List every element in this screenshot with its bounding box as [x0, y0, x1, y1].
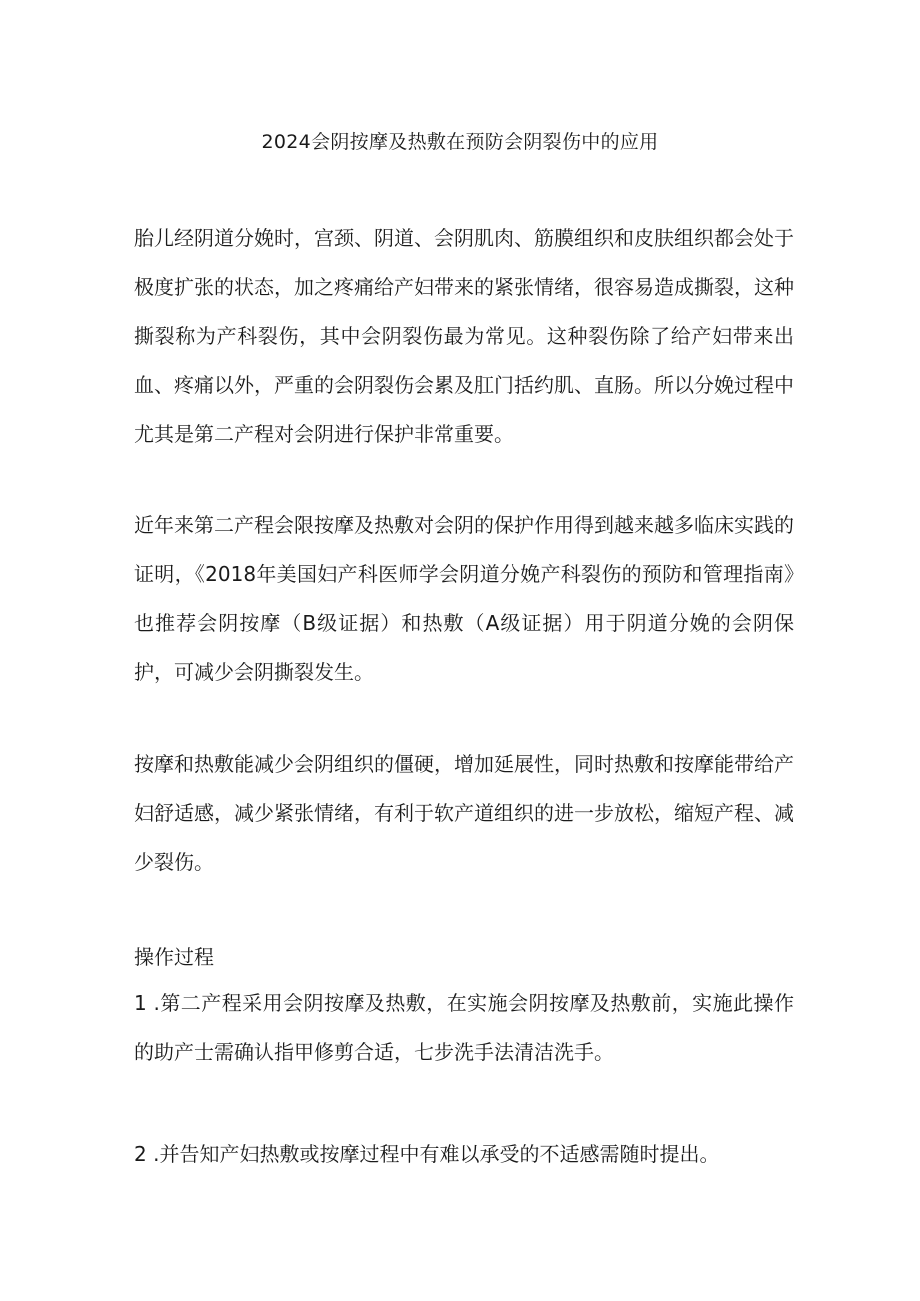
paragraph-intro: 胎儿经阴道分娩时，宫颈、阴道、会阴肌肉、筋膜组织和皮肤组织都会处于极度扩张的状态，加之疼痛给产妇带来的紧张情绪，很容易造成撕裂，这种撕裂称为产科裂伤，其中会阴裂伤最为常见。这种裂伤除了给产妇带来出血、疼痛以外，严重的会阴裂伤会累及肛门括约肌、直肠。所以分娩过程中尤其是第二产程对会阴进行保护非常重要。 [134, 226, 794, 446]
section-heading-procedure: 操作过程 [134, 945, 214, 969]
procedure-step-1: 1 .第二产程采用会阴按摩及热敷，在实施会阴按摩及热敷前，实施此操作的助产士需确认指甲修剪合适，七步洗手法清洁洗手。 [134, 991, 794, 1064]
paragraph-benefits: 按摩和热敷能减少会阴组织的僵硬，增加延展性，同时热敷和按摩能带给产妇舒适感，减少紧张情绪，有利于软产道组织的进一步放松，缩短产程、减少裂伤。 [134, 752, 794, 874]
procedure-step-2: 2 .并告知产妇热敷或按摩过程中有难以承受的不适感需随时提出。 [134, 1142, 720, 1166]
paragraph-evidence: 近年来第二产程会限按摩及热敷对会阴的保护作用得到越来越多临床实践的证明，《2018年美国妇产科医师学会阴道分娩产科裂伤的预防和管理指南》也推荐会阴按摩（B级证据）和热敷（A级证据）用于阴道分娩的会阴保护，可减少会阴撕裂发生。 [134, 513, 794, 684]
document-title: 2024会阴按摩及热敷在预防会阴裂伤中的应用 [261, 131, 659, 153]
